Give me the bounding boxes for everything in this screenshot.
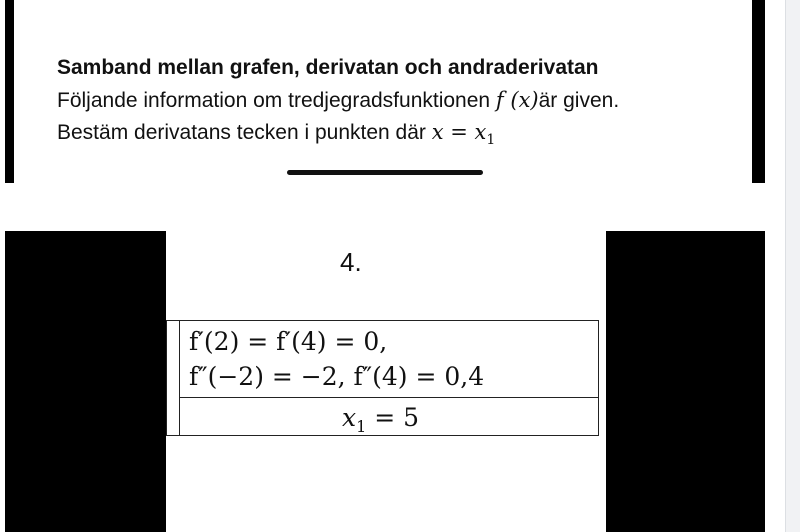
right-black-bar-top [752,0,765,183]
slide-gap [0,183,785,231]
table-row-divider [179,397,598,398]
instruction-line-1-end: är given. [538,89,620,112]
instruction-line-1-text: Följande information om tredjegradsfunktionen [57,89,496,112]
x-variable: x [342,403,357,432]
formula-row-2: f″(−2) = −2, f″(4) = 0,4 [189,362,485,391]
function-notation: f (x) [495,88,539,112]
drag-handle[interactable] [287,170,483,175]
problem-number: 4. [340,247,362,277]
formula-row-1: f′(2) = f′(4) = 0, [189,327,388,356]
x-subscript: 1 [486,132,496,148]
instruction-line-2 [57,120,495,148]
scrollbar-track[interactable] [785,0,800,532]
formula-table [166,320,599,436]
instruction-line-1 [57,88,619,113]
left-black-bar-top [5,0,14,183]
instruction-line-2-text: Bestäm derivatans tecken i punkten där [57,121,432,144]
formula-row-3 [342,403,419,436]
table-column-divider [179,321,180,435]
x-equation: x = x [431,120,487,144]
bottom-left-black-panel [5,231,166,532]
bottom-right-black-panel [606,231,765,532]
x1-value: = 5 [366,403,420,432]
slide-title: Samband mellan grafen, derivatan och andraderivatan [57,56,599,79]
x1-subscript: 1 [356,417,367,436]
